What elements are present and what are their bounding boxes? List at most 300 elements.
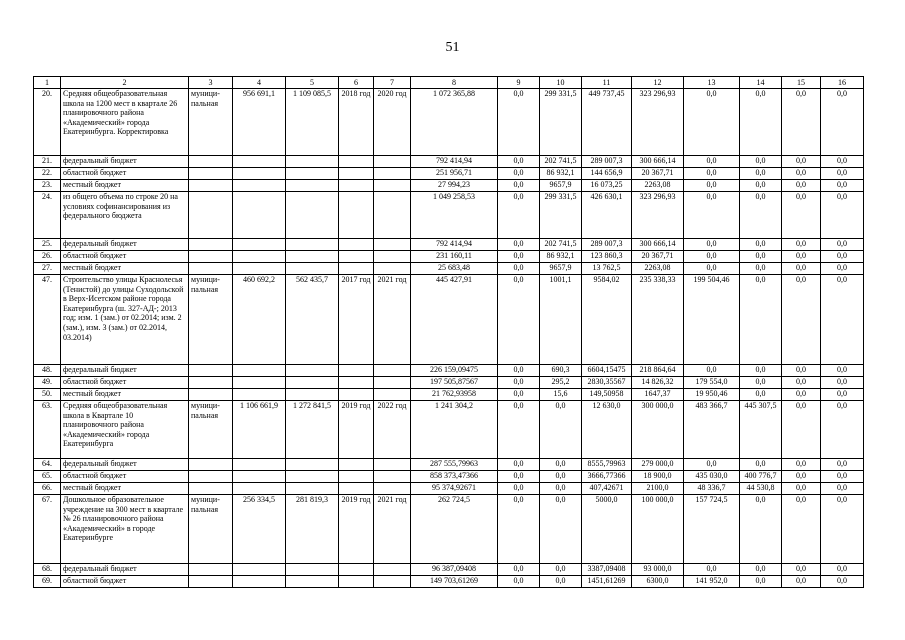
end-year: [374, 365, 411, 377]
estimated-cost: [233, 471, 286, 483]
table-row: [34, 389, 864, 401]
col-15: 0,0: [782, 251, 821, 263]
col-10: 295,2: [540, 377, 582, 389]
total-amount: 1 049 258,53: [411, 192, 498, 239]
col-12: 300 666,14: [632, 156, 684, 168]
col-12: 323 296,93: [632, 192, 684, 239]
col-10: 299 331,5: [540, 89, 582, 156]
col-15: 0,0: [782, 192, 821, 239]
total-amount: 792 414,94: [411, 239, 498, 251]
col-16: 0,0: [821, 377, 864, 389]
estimated-cost: 460 692,2: [233, 275, 286, 365]
end-year: [374, 263, 411, 275]
table-row: [34, 483, 864, 495]
col-10: 690,3: [540, 365, 582, 377]
ownership: муници-пальная: [189, 89, 233, 156]
end-year: [374, 251, 411, 263]
table-row: [34, 576, 864, 588]
estimated-cost-current: [286, 263, 339, 275]
estimated-cost-current: [286, 483, 339, 495]
col-16: 0,0: [821, 365, 864, 377]
row-number: 49.: [34, 377, 61, 389]
table-row: [34, 471, 864, 483]
start-year: [339, 180, 374, 192]
row-number: 67.: [34, 495, 61, 564]
ownership: [189, 564, 233, 576]
col-14: 400 776,7: [740, 471, 782, 483]
estimated-cost-current: [286, 377, 339, 389]
col-15: 0,0: [782, 471, 821, 483]
col-13: 0,0: [684, 180, 740, 192]
table-row: [34, 564, 864, 576]
col-10: 86 932,1: [540, 168, 582, 180]
table-row: [34, 459, 864, 471]
col-11: 144 656,9: [582, 168, 632, 180]
page-number: 51: [445, 40, 460, 55]
col-15: 0,0: [782, 564, 821, 576]
col-13: 0,0: [684, 168, 740, 180]
total-amount: 445 427,91: [411, 275, 498, 365]
end-year: [374, 471, 411, 483]
col-15: 0,0: [782, 401, 821, 459]
col-11: 13 762,5: [582, 263, 632, 275]
col-10: 9657,9: [540, 180, 582, 192]
item-name: из общего объема по строке 20 на условиях софинансирования из федерального бюджета: [61, 192, 189, 239]
col-12: 2263,08: [632, 180, 684, 192]
col-13: 435 030,0: [684, 471, 740, 483]
end-year: [374, 483, 411, 495]
col-11: 149,50958: [582, 389, 632, 401]
col-13: 199 504,46: [684, 275, 740, 365]
ownership: [189, 180, 233, 192]
col-11: 2830,35567: [582, 377, 632, 389]
col-11: 9584,02: [582, 275, 632, 365]
col-14: 0,0: [740, 365, 782, 377]
col-13: 483 366,7: [684, 401, 740, 459]
total-amount: 231 160,11: [411, 251, 498, 263]
estimated-cost: [233, 389, 286, 401]
item-name: местный бюджет: [61, 180, 189, 192]
col-12: 300 000,0: [632, 401, 684, 459]
estimated-cost-current: [286, 192, 339, 239]
col-12: 2263,08: [632, 263, 684, 275]
start-year: [339, 192, 374, 239]
end-year: [374, 576, 411, 588]
col-12: 20 367,71: [632, 168, 684, 180]
estimated-cost: [233, 180, 286, 192]
item-name: областной бюджет: [61, 377, 189, 389]
row-number: 21.: [34, 156, 61, 168]
col-16: 0,0: [821, 156, 864, 168]
col-12: 18 900,0: [632, 471, 684, 483]
row-number: 25.: [34, 239, 61, 251]
end-year: [374, 168, 411, 180]
estimated-cost-current: [286, 239, 339, 251]
col-9: 0,0: [498, 471, 540, 483]
col-16: 0,0: [821, 263, 864, 275]
col-15: 0,0: [782, 180, 821, 192]
column-number-row: [34, 77, 864, 89]
total-amount: 27 994,23: [411, 180, 498, 192]
estimated-cost-current: [286, 459, 339, 471]
table-row: [34, 401, 864, 459]
col-12: 2100,0: [632, 483, 684, 495]
total-amount: 287 555,79963: [411, 459, 498, 471]
estimated-cost: [233, 483, 286, 495]
item-name: областной бюджет: [61, 471, 189, 483]
col-16: 0,0: [821, 459, 864, 471]
estimated-cost: [233, 576, 286, 588]
column-number-16: 16: [821, 77, 864, 89]
col-13: 19 950,46: [684, 389, 740, 401]
item-name: областной бюджет: [61, 576, 189, 588]
col-10: 0,0: [540, 401, 582, 459]
end-year: 2020 год: [374, 89, 411, 156]
table-row: [34, 495, 864, 564]
col-9: 0,0: [498, 495, 540, 564]
col-12: 6300,0: [632, 576, 684, 588]
estimated-cost: [233, 263, 286, 275]
col-10: 1001,1: [540, 275, 582, 365]
start-year: [339, 365, 374, 377]
estimated-cost: [233, 239, 286, 251]
ownership: [189, 459, 233, 471]
total-amount: 858 373,47366: [411, 471, 498, 483]
col-12: 14 826,32: [632, 377, 684, 389]
col-11: 5000,0: [582, 495, 632, 564]
estimated-cost-current: [286, 365, 339, 377]
col-11: 449 737,45: [582, 89, 632, 156]
col-16: 0,0: [821, 239, 864, 251]
estimated-cost: [233, 459, 286, 471]
end-year: [374, 180, 411, 192]
col-15: 0,0: [782, 168, 821, 180]
col-13: 0,0: [684, 156, 740, 168]
col-16: 0,0: [821, 389, 864, 401]
column-number-4: 4: [233, 77, 286, 89]
col-9: 0,0: [498, 576, 540, 588]
row-number: 27.: [34, 263, 61, 275]
item-name: областной бюджет: [61, 251, 189, 263]
row-number: 22.: [34, 168, 61, 180]
column-number-1: 1: [34, 77, 61, 89]
total-amount: 792 414,94: [411, 156, 498, 168]
column-number-2: 2: [61, 77, 189, 89]
col-13: 0,0: [684, 89, 740, 156]
item-name: федеральный бюджет: [61, 564, 189, 576]
item-name: Дошкольное образовательное учреждение на 300 мест в квартале № 26 планировочного района «Академический» в городе Екатеринбурге: [61, 495, 189, 564]
col-14: 0,0: [740, 251, 782, 263]
table-row: [34, 275, 864, 365]
col-13: 0,0: [684, 239, 740, 251]
col-11: 6604,15475: [582, 365, 632, 377]
column-number-6: 6: [339, 77, 374, 89]
estimated-cost-current: 281 819,3: [286, 495, 339, 564]
column-number-11: 11: [582, 77, 632, 89]
row-number: 64.: [34, 459, 61, 471]
estimated-cost-current: [286, 564, 339, 576]
col-11: 123 860,3: [582, 251, 632, 263]
col-16: 0,0: [821, 89, 864, 156]
table-row: [34, 263, 864, 275]
row-number: 66.: [34, 483, 61, 495]
col-14: 0,0: [740, 89, 782, 156]
total-amount: 149 703,61269: [411, 576, 498, 588]
end-year: 2021 год: [374, 275, 411, 365]
start-year: [339, 459, 374, 471]
table-row: [34, 377, 864, 389]
col-9: 0,0: [498, 401, 540, 459]
col-13: 0,0: [684, 251, 740, 263]
table-row: [34, 180, 864, 192]
item-name: Средняя общеобразовательная школа в Квартале 10 планировочного района «Академический» города Екатеринбурга: [61, 401, 189, 459]
item-name: Строительство улицы Краснолесья (Тенистой) до улицы Суходольской в Верх-Исетском районе города Екатеринбурга (ш. 327-АД-; 2013 год; изм. 1 (зам.) от 02.2014; изм. 2 (зам.), изм. 3 (зам.) от 02.2014, 03.2014): [61, 275, 189, 365]
start-year: [339, 377, 374, 389]
col-9: 0,0: [498, 365, 540, 377]
column-number-12: 12: [632, 77, 684, 89]
estimated-cost-current: [286, 576, 339, 588]
col-15: 0,0: [782, 239, 821, 251]
column-number-3: 3: [189, 77, 233, 89]
ownership: [189, 471, 233, 483]
col-16: 0,0: [821, 471, 864, 483]
col-10: 86 932,1: [540, 251, 582, 263]
col-9: 0,0: [498, 389, 540, 401]
total-amount: 96 387,09408: [411, 564, 498, 576]
estimated-cost: [233, 365, 286, 377]
col-12: 300 666,14: [632, 239, 684, 251]
col-15: 0,0: [782, 576, 821, 588]
start-year: [339, 471, 374, 483]
col-9: 0,0: [498, 564, 540, 576]
col-10: 0,0: [540, 564, 582, 576]
col-13: 141 952,0: [684, 576, 740, 588]
estimated-cost: 1 106 661,9: [233, 401, 286, 459]
end-year: 2022 год: [374, 401, 411, 459]
estimated-cost: [233, 251, 286, 263]
total-amount: 262 724,5: [411, 495, 498, 564]
estimated-cost-current: 1 109 085,5: [286, 89, 339, 156]
estimated-cost: [233, 377, 286, 389]
col-15: 0,0: [782, 365, 821, 377]
col-13: 0,0: [684, 459, 740, 471]
estimated-cost: [233, 156, 286, 168]
ownership: [189, 192, 233, 239]
col-13: 0,0: [684, 263, 740, 275]
col-12: 100 000,0: [632, 495, 684, 564]
end-year: [374, 156, 411, 168]
start-year: 2019 год: [339, 401, 374, 459]
estimated-cost-current: [286, 156, 339, 168]
column-number-7: 7: [374, 77, 411, 89]
col-9: 0,0: [498, 239, 540, 251]
col-16: 0,0: [821, 275, 864, 365]
col-15: 0,0: [782, 459, 821, 471]
col-9: 0,0: [498, 263, 540, 275]
total-amount: 95 374,92671: [411, 483, 498, 495]
estimated-cost-current: 1 272 841,5: [286, 401, 339, 459]
item-name: местный бюджет: [61, 389, 189, 401]
col-9: 0,0: [498, 459, 540, 471]
column-number-14: 14: [740, 77, 782, 89]
col-14: 0,0: [740, 389, 782, 401]
ownership: [189, 483, 233, 495]
row-number: 24.: [34, 192, 61, 239]
col-10: 0,0: [540, 483, 582, 495]
col-16: 0,0: [821, 483, 864, 495]
col-11: 8555,79963: [582, 459, 632, 471]
col-16: 0,0: [821, 251, 864, 263]
col-15: 0,0: [782, 156, 821, 168]
col-12: 1647,37: [632, 389, 684, 401]
col-11: 426 630,1: [582, 192, 632, 239]
col-11: 3666,77366: [582, 471, 632, 483]
start-year: [339, 168, 374, 180]
table-row: [34, 251, 864, 263]
start-year: [339, 389, 374, 401]
col-14: 0,0: [740, 377, 782, 389]
row-number: 69.: [34, 576, 61, 588]
col-10: 202 741,5: [540, 239, 582, 251]
col-10: 0,0: [540, 459, 582, 471]
col-16: 0,0: [821, 401, 864, 459]
start-year: [339, 251, 374, 263]
item-name: областной бюджет: [61, 168, 189, 180]
ownership: [189, 251, 233, 263]
estimated-cost-current: [286, 471, 339, 483]
end-year: 2021 год: [374, 495, 411, 564]
col-14: 0,0: [740, 239, 782, 251]
col-14: 44 530,8: [740, 483, 782, 495]
start-year: [339, 239, 374, 251]
ownership: [189, 365, 233, 377]
column-number-5: 5: [286, 77, 339, 89]
total-amount: 1 241 304,2: [411, 401, 498, 459]
ownership: [189, 168, 233, 180]
col-11: 407,42671: [582, 483, 632, 495]
col-10: 0,0: [540, 576, 582, 588]
col-10: 299 331,5: [540, 192, 582, 239]
end-year: [374, 192, 411, 239]
col-14: 0,0: [740, 275, 782, 365]
ownership: [189, 263, 233, 275]
row-number: 48.: [34, 365, 61, 377]
start-year: 2018 год: [339, 89, 374, 156]
col-15: 0,0: [782, 263, 821, 275]
start-year: [339, 156, 374, 168]
column-number-15: 15: [782, 77, 821, 89]
estimated-cost: 956 691,1: [233, 89, 286, 156]
col-11: 289 007,3: [582, 239, 632, 251]
item-name: Средняя общеобразовательная школа на 1200 мест в квартале 26 планировочного района «Академический» города Екатеринбурга. Корректировка: [61, 89, 189, 156]
end-year: [374, 459, 411, 471]
estimated-cost-current: [286, 180, 339, 192]
col-16: 0,0: [821, 168, 864, 180]
column-number-8: 8: [411, 77, 498, 89]
col-15: 0,0: [782, 389, 821, 401]
col-14: 0,0: [740, 263, 782, 275]
budget-table: [33, 76, 864, 588]
col-10: 0,0: [540, 495, 582, 564]
item-name: федеральный бюджет: [61, 365, 189, 377]
col-10: 15,6: [540, 389, 582, 401]
col-14: 445 307,5: [740, 401, 782, 459]
col-12: 323 296,93: [632, 89, 684, 156]
item-name: федеральный бюджет: [61, 459, 189, 471]
estimated-cost: [233, 192, 286, 239]
ownership: [189, 377, 233, 389]
item-name: местный бюджет: [61, 483, 189, 495]
start-year: 2019 год: [339, 495, 374, 564]
col-14: 0,0: [740, 168, 782, 180]
col-16: 0,0: [821, 564, 864, 576]
col-16: 0,0: [821, 192, 864, 239]
col-9: 0,0: [498, 483, 540, 495]
col-16: 0,0: [821, 180, 864, 192]
table-row: [34, 168, 864, 180]
col-13: 0,0: [684, 365, 740, 377]
col-9: 0,0: [498, 89, 540, 156]
col-13: 48 336,7: [684, 483, 740, 495]
col-13: 157 724,5: [684, 495, 740, 564]
col-12: 279 000,0: [632, 459, 684, 471]
end-year: [374, 389, 411, 401]
estimated-cost: [233, 564, 286, 576]
col-12: 235 338,33: [632, 275, 684, 365]
column-number-13: 13: [684, 77, 740, 89]
col-9: 0,0: [498, 192, 540, 239]
col-11: 12 630,0: [582, 401, 632, 459]
start-year: [339, 483, 374, 495]
ownership: [189, 576, 233, 588]
col-12: 20 367,71: [632, 251, 684, 263]
estimated-cost: 256 334,5: [233, 495, 286, 564]
col-15: 0,0: [782, 275, 821, 365]
col-11: 1451,61269: [582, 576, 632, 588]
col-13: 179 554,0: [684, 377, 740, 389]
col-13: 0,0: [684, 564, 740, 576]
row-number: 63.: [34, 401, 61, 459]
row-number: 50.: [34, 389, 61, 401]
item-name: федеральный бюджет: [61, 239, 189, 251]
estimated-cost-current: [286, 168, 339, 180]
total-amount: 197 505,87567: [411, 377, 498, 389]
row-number: 23.: [34, 180, 61, 192]
estimated-cost: [233, 168, 286, 180]
row-number: 26.: [34, 251, 61, 263]
col-13: 0,0: [684, 192, 740, 239]
col-14: 0,0: [740, 156, 782, 168]
row-number: 68.: [34, 564, 61, 576]
column-number-10: 10: [540, 77, 582, 89]
table-row: [34, 89, 864, 156]
col-14: 0,0: [740, 495, 782, 564]
table-row: [34, 365, 864, 377]
total-amount: 25 683,48: [411, 263, 498, 275]
col-11: 3387,09408: [582, 564, 632, 576]
col-9: 0,0: [498, 275, 540, 365]
start-year: [339, 564, 374, 576]
col-15: 0,0: [782, 495, 821, 564]
table-row: [34, 156, 864, 168]
estimated-cost-current: [286, 251, 339, 263]
col-14: 0,0: [740, 564, 782, 576]
item-name: федеральный бюджет: [61, 156, 189, 168]
col-14: 0,0: [740, 576, 782, 588]
col-10: 202 741,5: [540, 156, 582, 168]
col-12: 93 000,0: [632, 564, 684, 576]
start-year: 2017 год: [339, 275, 374, 365]
